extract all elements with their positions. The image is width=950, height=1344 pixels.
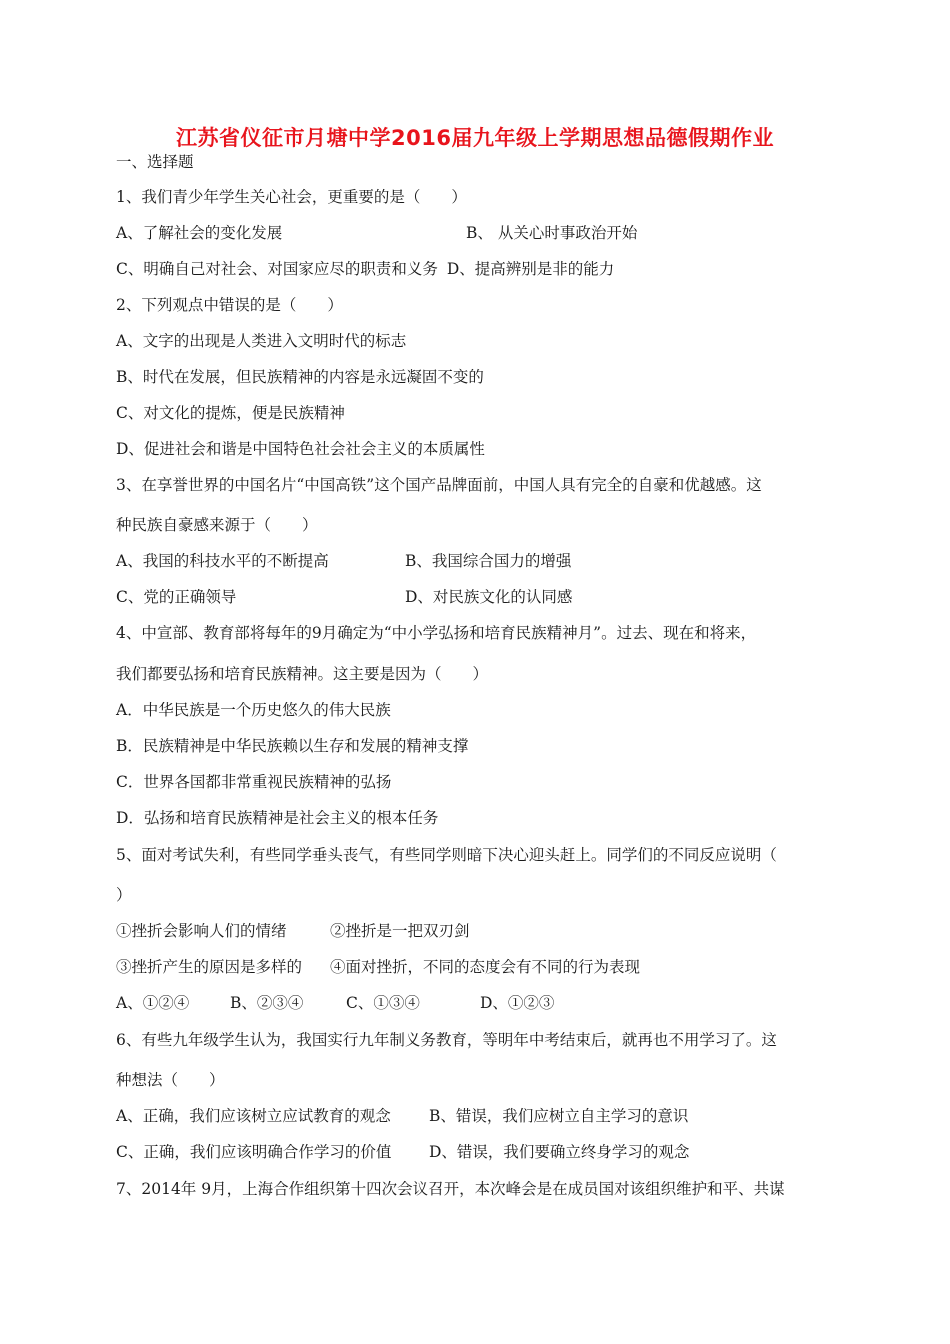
- question-2-option-a: A、文字的出现是人类进入文明时代的标志: [116, 332, 407, 350]
- question-6-stem-line-1: 6、有些九年级学生认为，我国实行九年制义务教育，等明年中考结束后，就再也不用学习了。这: [116, 1031, 777, 1049]
- question-3-option-a: A、我国的科技水平的不断提高: [116, 552, 329, 570]
- question-1-option-c: C、明确自己对社会、对国家应尽的职责和义务: [116, 260, 438, 278]
- question-5-options-row: [116, 993, 555, 1013]
- question-2-stem: 2、下列观点中错误的是（ ）: [116, 296, 343, 314]
- question-5-option-b: B、②③④: [230, 994, 304, 1012]
- question-2-option-d: D、促进社会和谐是中国特色社会社会主义的本质属性: [116, 440, 485, 458]
- question-5-option-d: D、①②③: [480, 994, 555, 1012]
- question-3-stem-line-1: 3、在享誉世界的中国名片“中国高铁”这个国产品牌面前，中国人具有完全的自豪和优越感。这: [116, 476, 762, 494]
- question-6-row-1: [116, 1106, 689, 1126]
- question-5-stem-line-2: ）: [116, 886, 132, 904]
- question-1-option-a: A、了解社会的变化发展: [116, 224, 283, 242]
- question-3-row-1: [116, 551, 572, 571]
- question-3-row-2: [116, 587, 573, 607]
- question-5-statements-row-1: [116, 921, 470, 941]
- question-4-option-b: B．民族精神是中华民族赖以生存和发展的精神支撑: [116, 737, 469, 755]
- question-6-stem-line-2: 种想法（ ）: [116, 1071, 225, 1089]
- question-5-statement-2: ②挫折是一把双刃剑: [330, 922, 470, 940]
- question-7-stem-line-1: 7、2014年 9月，上海合作组织第十四次会议召开，本次峰会是在成员国对该组织维护和平、共谋: [116, 1180, 785, 1198]
- question-1-option-d: D、提高辨别是非的能力: [446, 260, 615, 278]
- question-4-stem-line-2: 我们都要弘扬和培育民族精神。这主要是因为（ ）: [116, 665, 489, 683]
- page-title: 江苏省仪征市月塘中学2016届九年级上学期思想品德假期作业: [176, 126, 774, 150]
- question-1-row-2: [116, 259, 614, 279]
- question-5-statements-row-2: [116, 957, 641, 977]
- question-3-option-d: D、对民族文化的认同感: [405, 588, 573, 606]
- question-2-option-c: C、对文化的提炼，便是民族精神: [116, 404, 345, 422]
- question-5-stem-line-1: 5、面对考试失利，有些同学垂头丧气，有些同学则暗下决心迎头赶上。同学们的不同反应说明（: [116, 846, 777, 864]
- question-6-row-2: [116, 1142, 690, 1162]
- section-heading: 一、选择题: [116, 153, 194, 171]
- question-5-statement-4: ④面对挫折，不同的态度会有不同的行为表现: [330, 958, 641, 976]
- question-1-option-b: B、 从关心时事政治开始: [466, 224, 638, 242]
- question-3-option-c: C、党的正确领导: [116, 588, 237, 606]
- question-5-statement-1: ①挫折会影响人们的情绪: [116, 922, 287, 940]
- question-1-stem: 1、我们青少年学生关心社会，更重要的是（ ）: [116, 188, 467, 206]
- question-1-row-1: [116, 223, 638, 243]
- question-5-statement-3: ③挫折产生的原因是多样的: [116, 958, 303, 976]
- question-6-option-b: B、错误，我们应树立自主学习的意识: [429, 1107, 689, 1125]
- question-3-stem-line-2: 种民族自豪感来源于（ ）: [116, 516, 318, 534]
- question-4-option-a: A．中华民族是一个历史悠久的伟大民族: [116, 701, 391, 719]
- question-4-option-d: D．弘扬和培育民族精神是社会主义的根本任务: [116, 809, 439, 827]
- question-6-option-d: D、错误，我们要确立终身学习的观念: [429, 1143, 690, 1161]
- question-2-option-b: B、时代在发展，但民族精神的内容是永远凝固不变的: [116, 368, 484, 386]
- question-6-option-c: C、正确，我们应该明确合作学习的价值: [116, 1143, 392, 1161]
- question-4-option-c: C．世界各国都非常重视民族精神的弘扬: [116, 773, 392, 791]
- question-5-option-c: C、①③④: [346, 994, 420, 1012]
- question-6-option-a: A、正确，我们应该树立应试教育的观念: [116, 1107, 391, 1125]
- question-4-stem-line-1: 4、中宣部、教育部将每年的9月确定为“中小学弘扬和培育民族精神月”。过去、现在和将来，: [116, 624, 757, 642]
- question-3-option-b: B、我国综合国力的增强: [405, 552, 572, 570]
- question-5-option-a: A、①②④: [116, 994, 190, 1012]
